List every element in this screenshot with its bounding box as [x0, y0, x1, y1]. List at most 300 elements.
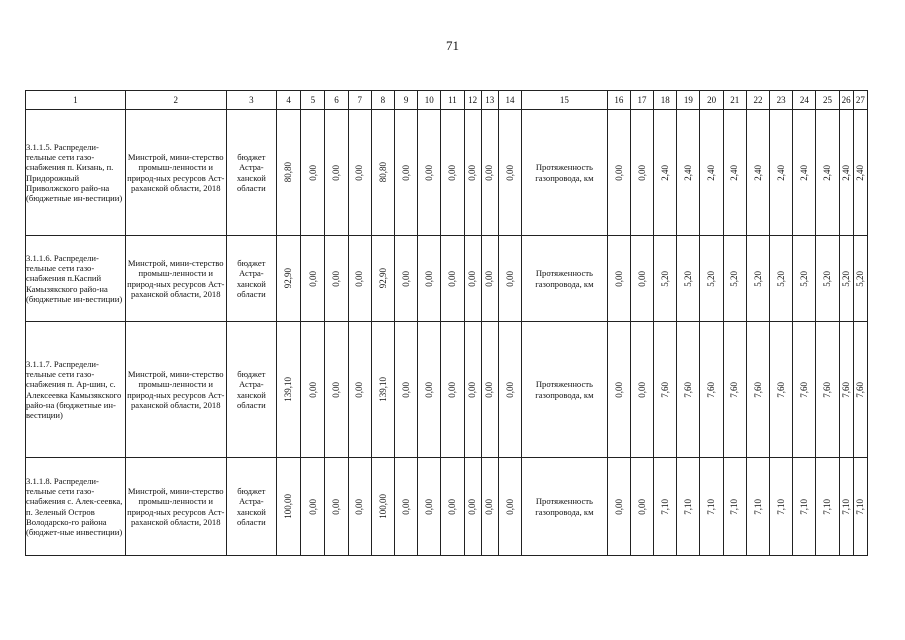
value-text: 0,00: [504, 164, 515, 181]
value-wrap: [724, 236, 746, 321]
value-wrap: [465, 322, 481, 457]
responsible-cell: Минстрой, мини-стерство промыш-ленности и природ-ных ресурсов Аст-раханской области, 2018: [125, 110, 226, 236]
value-wrap: [372, 236, 394, 321]
value-wrap: [854, 110, 867, 235]
col-number: 11: [441, 91, 464, 110]
value-text: 2,40: [855, 164, 866, 181]
value-cell-c17: [630, 110, 653, 236]
value-text: 0,00: [400, 498, 411, 515]
value-text: 0,00: [354, 498, 365, 515]
value-cell-c10: [418, 322, 441, 458]
col-number: 18: [654, 91, 677, 110]
value-wrap: [372, 322, 394, 457]
value-text: 0,00: [467, 270, 478, 287]
value-text: 0,00: [447, 270, 458, 287]
value-text: 0,00: [504, 381, 515, 398]
value-wrap: [816, 458, 838, 555]
value-text: 7,10: [822, 498, 833, 515]
value-wrap: [724, 458, 746, 555]
value-wrap: [395, 322, 417, 457]
value-text: 5,20: [799, 270, 810, 287]
value-text: 0,00: [423, 270, 434, 287]
value-cell-c14: [498, 458, 521, 556]
value-cell-c19: [677, 236, 700, 322]
value-text: 7,60: [799, 381, 810, 398]
value-wrap: [770, 110, 792, 235]
value-text: 2,40: [752, 164, 763, 181]
value-cell-c11: [441, 236, 464, 322]
value-cell-c21: [723, 322, 746, 458]
value-text: 7,10: [729, 498, 740, 515]
value-wrap: [840, 110, 853, 235]
value-cell-c21: [723, 458, 746, 556]
value-text: 0,00: [467, 381, 478, 398]
value-text: 5,20: [822, 270, 833, 287]
value-text: 5,20: [775, 270, 786, 287]
responsible-cell: Минстрой, мини-стерство промыш-ленности и природ-ных ресурсов Аст-раханской области, 2018: [125, 236, 226, 322]
col-number: 3: [226, 91, 276, 110]
value-wrap: [747, 110, 769, 235]
value-wrap: [677, 110, 699, 235]
value-cell-c17: [630, 322, 653, 458]
value-text: 80,80: [283, 162, 294, 183]
value-cell-c5: [301, 322, 325, 458]
value-text: 0,00: [613, 164, 624, 181]
value-cell-c20: [700, 110, 723, 236]
value-cell-c10: [418, 236, 441, 322]
value-wrap: [816, 110, 838, 235]
value-cell-c24: [793, 322, 816, 458]
value-wrap: [654, 110, 676, 235]
value-wrap: [418, 322, 440, 457]
value-wrap: [631, 110, 653, 235]
value-cell-c19: [677, 322, 700, 458]
value-text: 0,00: [484, 381, 495, 398]
value-text: 0,00: [307, 498, 318, 515]
col-number: 21: [723, 91, 746, 110]
value-wrap: [654, 458, 676, 555]
col-number: 17: [630, 91, 653, 110]
value-wrap: [700, 110, 722, 235]
value-text: 0,00: [613, 381, 624, 398]
event-name-cell: 3.1.1.5. Распредели-тельные сети газо-снабжения п. Кизань, п. Придорожный Приволжского райо-на (бюджетные ин-вестиции): [26, 110, 126, 236]
value-cell-c4: [277, 458, 301, 556]
value-cell-c7: [348, 458, 371, 556]
col-number: 10: [418, 91, 441, 110]
value-wrap: [301, 458, 324, 555]
value-text: 100,00: [283, 494, 294, 519]
value-text: 2,40: [683, 164, 694, 181]
value-cell-c22: [746, 322, 769, 458]
value-cell-c16: [607, 236, 630, 322]
value-cell-c11: [441, 458, 464, 556]
value-cell-c12: [464, 458, 481, 556]
value-wrap: [840, 236, 853, 321]
value-wrap: [301, 322, 324, 457]
value-wrap: [441, 322, 463, 457]
col-number: 23: [770, 91, 793, 110]
value-text: 7,60: [752, 381, 763, 398]
value-text: 7,10: [659, 498, 670, 515]
value-text: 92,90: [377, 268, 388, 289]
value-text: 0,00: [400, 270, 411, 287]
table-row: [26, 236, 868, 322]
value-cell-c11: [441, 322, 464, 458]
value-cell-c9: [395, 236, 418, 322]
value-text: 0,00: [484, 498, 495, 515]
value-wrap: [499, 236, 521, 321]
value-cell-c22: [746, 458, 769, 556]
value-text: 139,10: [377, 377, 388, 402]
value-cell-c13: [481, 322, 498, 458]
value-cell-c6: [325, 458, 348, 556]
value-wrap: [854, 458, 867, 555]
value-wrap: [793, 458, 815, 555]
value-text: 0,00: [447, 498, 458, 515]
value-text: 7,60: [729, 381, 740, 398]
value-cell-c22: [746, 236, 769, 322]
value-text: 7,10: [799, 498, 810, 515]
value-cell-c12: [464, 322, 481, 458]
value-text: 0,00: [636, 381, 647, 398]
value-text: 7,60: [822, 381, 833, 398]
value-text: 7,10: [855, 498, 866, 515]
value-cell-c16: [607, 110, 630, 236]
value-wrap: [724, 110, 746, 235]
value-wrap: [793, 110, 815, 235]
value-cell-c10: [418, 458, 441, 556]
value-wrap: [372, 110, 394, 235]
value-cell-c13: [481, 458, 498, 556]
value-text: 7,10: [775, 498, 786, 515]
value-cell-c17: [630, 236, 653, 322]
value-text: 0,00: [331, 498, 342, 515]
value-text: 0,00: [354, 164, 365, 181]
value-cell-c7: [348, 236, 371, 322]
value-text: 5,20: [855, 270, 866, 287]
value-wrap: [747, 322, 769, 457]
value-text: 0,00: [331, 270, 342, 287]
value-wrap: [816, 322, 838, 457]
value-cell-c20: [700, 322, 723, 458]
value-cell-c26: [839, 322, 853, 458]
value-wrap: [654, 322, 676, 457]
col-number: 13: [481, 91, 498, 110]
col-number: 2: [125, 91, 226, 110]
value-wrap: [608, 236, 630, 321]
value-wrap: [631, 458, 653, 555]
value-text: 0,00: [613, 498, 624, 515]
value-text: 7,60: [706, 381, 717, 398]
value-wrap: [325, 110, 347, 235]
value-text: 2,40: [775, 164, 786, 181]
value-text: 7,10: [840, 498, 851, 515]
program-table: [25, 90, 868, 556]
value-text: 5,20: [706, 270, 717, 287]
value-text: 5,20: [659, 270, 670, 287]
value-cell-c8: [371, 110, 394, 236]
value-cell-c23: [770, 236, 793, 322]
value-text: 2,40: [659, 164, 670, 181]
value-wrap: [325, 322, 347, 457]
value-cell-c27: [853, 110, 867, 236]
value-wrap: [793, 236, 815, 321]
value-wrap: [816, 236, 838, 321]
value-wrap: [395, 458, 417, 555]
col-number: 4: [277, 91, 301, 110]
value-cell-c16: [607, 458, 630, 556]
value-cell-c24: [793, 236, 816, 322]
value-cell-c18: [654, 458, 677, 556]
table-row: [26, 458, 868, 556]
value-text: 5,20: [752, 270, 763, 287]
value-wrap: [349, 322, 371, 457]
value-cell-c25: [816, 236, 839, 322]
value-text: 0,00: [636, 164, 647, 181]
indicator-cell: Протяженность газопровода, км: [522, 236, 608, 322]
value-wrap: [418, 236, 440, 321]
value-wrap: [418, 458, 440, 555]
col-number: 25: [816, 91, 839, 110]
value-cell-c4: [277, 236, 301, 322]
value-text: 0,00: [447, 381, 458, 398]
funding-source-cell: бюджет Астра-ханской области: [226, 458, 276, 556]
value-wrap: [465, 458, 481, 555]
value-cell-c26: [839, 236, 853, 322]
col-number: 9: [395, 91, 418, 110]
value-cell-c18: [654, 110, 677, 236]
value-wrap: [700, 458, 722, 555]
value-cell-c21: [723, 110, 746, 236]
value-text: 80,80: [377, 162, 388, 183]
value-text: 0,00: [423, 164, 434, 181]
value-wrap: [277, 236, 300, 321]
value-wrap: [349, 458, 371, 555]
table-row: [26, 322, 868, 458]
value-cell-c26: [839, 458, 853, 556]
indicator-cell: Протяженность газопровода, км: [522, 458, 608, 556]
value-wrap: [700, 322, 722, 457]
value-text: 0,00: [354, 381, 365, 398]
col-number: 12: [464, 91, 481, 110]
value-wrap: [700, 236, 722, 321]
value-cell-c25: [816, 110, 839, 236]
value-cell-c4: [277, 110, 301, 236]
value-text: 92,90: [283, 268, 294, 289]
value-wrap: [770, 236, 792, 321]
value-text: 5,20: [840, 270, 851, 287]
value-text: 7,60: [840, 381, 851, 398]
value-wrap: [349, 110, 371, 235]
value-text: 7,10: [752, 498, 763, 515]
value-wrap: [747, 236, 769, 321]
value-text: 2,40: [706, 164, 717, 181]
value-text: 139,10: [283, 377, 294, 402]
value-text: 0,00: [331, 164, 342, 181]
value-wrap: [840, 458, 853, 555]
responsible-cell: Минстрой, мини-стерство промыш-ленности и природ-ных ресурсов Аст-раханской области, 2018: [125, 322, 226, 458]
value-wrap: [724, 322, 746, 457]
value-cell-c24: [793, 458, 816, 556]
value-text: 2,40: [799, 164, 810, 181]
value-wrap: [654, 236, 676, 321]
event-name-cell: 3.1.1.7. Распредели-тельные сети газо-снабжения п. Ар-шин, с. Алексеевка Камызякского райо-на (бюджетные ин-вестиции): [26, 322, 126, 458]
col-number: 1: [26, 91, 126, 110]
value-wrap: [747, 458, 769, 555]
column-number-row: [26, 91, 868, 110]
value-wrap: [395, 110, 417, 235]
value-cell-c7: [348, 322, 371, 458]
value-cell-c26: [839, 110, 853, 236]
value-wrap: [325, 236, 347, 321]
value-wrap: [482, 110, 498, 235]
col-number: 8: [371, 91, 394, 110]
value-cell-c17: [630, 458, 653, 556]
value-cell-c13: [481, 236, 498, 322]
value-cell-c21: [723, 236, 746, 322]
value-text: 5,20: [683, 270, 694, 287]
col-number: 7: [348, 91, 371, 110]
value-cell-c19: [677, 458, 700, 556]
value-wrap: [441, 458, 463, 555]
value-wrap: [854, 236, 867, 321]
col-number: 19: [677, 91, 700, 110]
value-wrap: [608, 110, 630, 235]
value-wrap: [854, 322, 867, 457]
col-number: 26: [839, 91, 853, 110]
value-cell-c19: [677, 110, 700, 236]
value-wrap: [482, 322, 498, 457]
col-number: 5: [301, 91, 325, 110]
col-number: 14: [498, 91, 521, 110]
value-text: 2,40: [822, 164, 833, 181]
col-number: 16: [607, 91, 630, 110]
value-text: 100,00: [377, 494, 388, 519]
col-number: 20: [700, 91, 723, 110]
value-wrap: [770, 322, 792, 457]
funding-source-cell: бюджет Астра-ханской области: [226, 236, 276, 322]
value-cell-c20: [700, 236, 723, 322]
value-text: 7,60: [683, 381, 694, 398]
value-cell-c14: [498, 322, 521, 458]
value-wrap: [482, 458, 498, 555]
col-number: 15: [522, 91, 608, 110]
value-wrap: [349, 236, 371, 321]
value-cell-c9: [395, 110, 418, 236]
value-text: 0,00: [307, 381, 318, 398]
value-cell-c20: [700, 458, 723, 556]
value-cell-c27: [853, 322, 867, 458]
value-text: 0,00: [484, 270, 495, 287]
value-cell-c13: [481, 110, 498, 236]
value-cell-c24: [793, 110, 816, 236]
value-cell-c9: [395, 322, 418, 458]
value-wrap: [465, 236, 481, 321]
page-number: 71: [446, 38, 459, 53]
value-text: 0,00: [467, 164, 478, 181]
value-text: 0,00: [636, 270, 647, 287]
value-cell-c5: [301, 458, 325, 556]
value-wrap: [770, 458, 792, 555]
event-name-cell: 3.1.1.6. Распредели-тельные сети газо-снабжения п.Каспий Камызякского райо-на (бюджетные ин-вестиции): [26, 236, 126, 322]
value-text: 7,10: [706, 498, 717, 515]
value-cell-c8: [371, 322, 394, 458]
value-cell-c27: [853, 236, 867, 322]
value-cell-c16: [607, 322, 630, 458]
value-wrap: [840, 322, 853, 457]
value-text: 7,60: [775, 381, 786, 398]
col-number: 27: [853, 91, 867, 110]
value-text: 0,00: [331, 381, 342, 398]
value-text: 0,00: [613, 270, 624, 287]
table-row: [26, 110, 868, 236]
value-text: 0,00: [447, 164, 458, 181]
value-cell-c4: [277, 322, 301, 458]
col-number: 24: [793, 91, 816, 110]
value-wrap: [793, 322, 815, 457]
value-cell-c5: [301, 236, 325, 322]
value-wrap: [482, 236, 498, 321]
value-cell-c22: [746, 110, 769, 236]
value-cell-c8: [371, 236, 394, 322]
value-cell-c23: [770, 322, 793, 458]
value-text: 0,00: [400, 381, 411, 398]
value-cell-c18: [654, 322, 677, 458]
funding-source-cell: бюджет Астра-ханской области: [226, 322, 276, 458]
value-cell-c6: [325, 322, 348, 458]
value-cell-c14: [498, 236, 521, 322]
value-wrap: [608, 322, 630, 457]
value-text: 0,00: [504, 498, 515, 515]
value-cell-c18: [654, 236, 677, 322]
value-cell-c5: [301, 110, 325, 236]
value-text: 0,00: [354, 270, 365, 287]
value-text: 0,00: [504, 270, 515, 287]
value-text: 2,40: [729, 164, 740, 181]
value-wrap: [277, 322, 300, 457]
value-wrap: [395, 236, 417, 321]
event-name-cell: 3.1.1.8. Распредели-тельные сети газо-снабжения с. Алек-сеевка, п. Зеленый Остров Володарско-го района (бюджет-ные инвестиции): [26, 458, 126, 556]
value-wrap: [499, 322, 521, 457]
value-cell-c6: [325, 236, 348, 322]
funding-source-cell: бюджет Астра-ханской области: [226, 110, 276, 236]
value-cell-c10: [418, 110, 441, 236]
value-text: 0,00: [307, 270, 318, 287]
value-text: 0,00: [484, 164, 495, 181]
value-wrap: [499, 458, 521, 555]
value-cell-c12: [464, 236, 481, 322]
value-cell-c25: [816, 322, 839, 458]
value-wrap: [677, 236, 699, 321]
value-text: 7,60: [855, 381, 866, 398]
value-text: 7,60: [659, 381, 670, 398]
value-wrap: [465, 110, 481, 235]
value-wrap: [277, 110, 300, 235]
value-wrap: [631, 236, 653, 321]
value-cell-c8: [371, 458, 394, 556]
value-cell-c23: [770, 458, 793, 556]
responsible-cell: Минстрой, мини-стерство промыш-ленности и природ-ных ресурсов Аст-раханской области, 2018: [125, 458, 226, 556]
value-wrap: [301, 110, 324, 235]
value-text: 0,00: [636, 498, 647, 515]
value-wrap: [441, 236, 463, 321]
indicator-cell: Протяженность газопровода, км: [522, 322, 608, 458]
value-wrap: [418, 110, 440, 235]
value-text: 0,00: [400, 164, 411, 181]
col-number: 22: [746, 91, 769, 110]
value-wrap: [631, 322, 653, 457]
value-cell-c25: [816, 458, 839, 556]
